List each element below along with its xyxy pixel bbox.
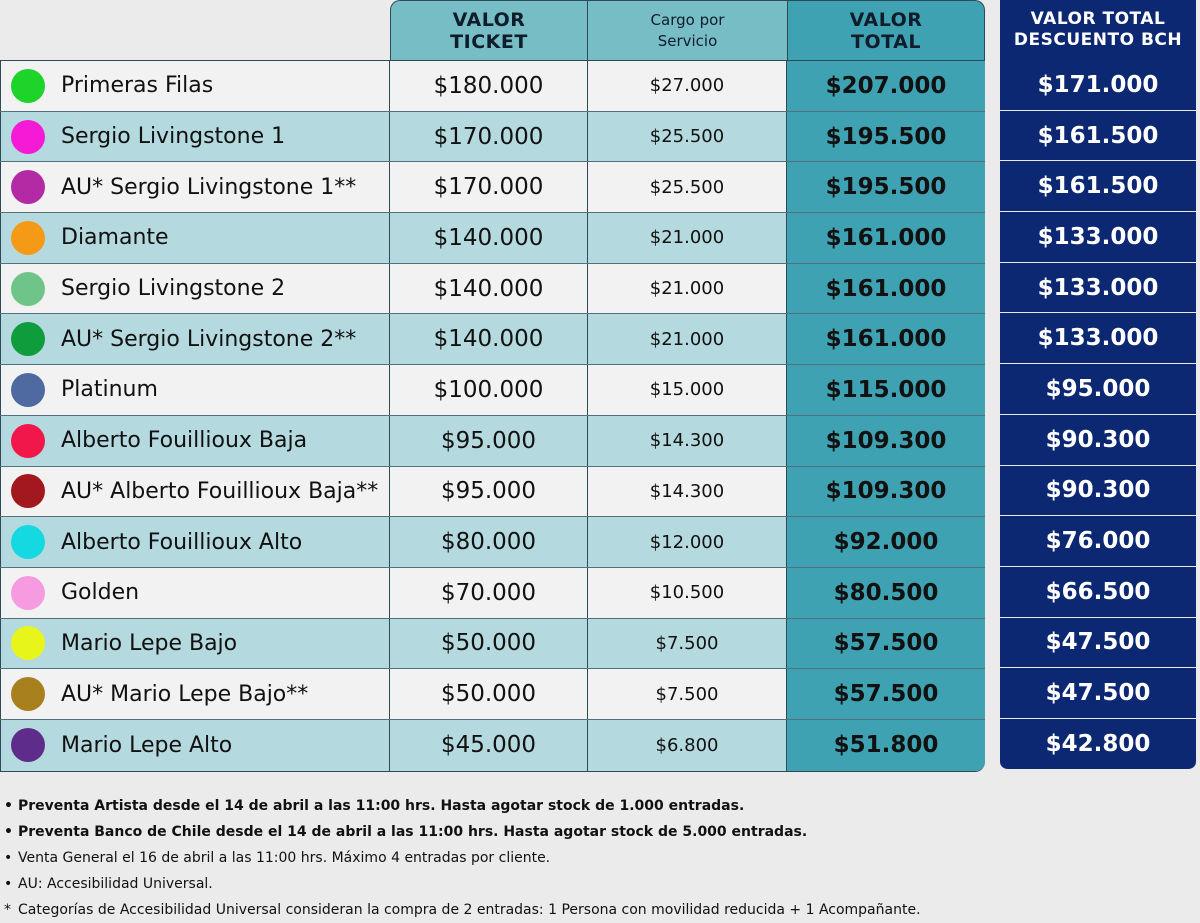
footnote-text: Categorías de Accesibilidad Universal consideran la compra de 2 entradas: 1 Persona con movilidad reducida + 1 Acompañante.: [18, 902, 921, 918]
bch-discount-price: $133.000: [1000, 313, 1196, 364]
total-price: $161.000: [787, 314, 985, 364]
bullet-icon: •: [4, 824, 13, 840]
footnote: [4, 871, 1184, 897]
zone-color-dot-icon: [11, 322, 45, 356]
header-valor-total-line1: VALOR: [849, 8, 923, 31]
footnote: [4, 819, 1184, 845]
service-charge: $6.800: [588, 720, 787, 771]
service-charge: $21.000: [588, 264, 787, 314]
ticket-price: $50.000: [390, 669, 588, 719]
footnote: [4, 793, 1184, 819]
zone-color-dot-icon: [11, 373, 45, 407]
zone-name: AU* Sergio Livingstone 2**: [61, 326, 357, 352]
bch-discount-price: $76.000: [1000, 516, 1196, 567]
zone-name-cell: [0, 365, 390, 415]
zone-color-dot-icon: [11, 576, 45, 610]
ticket-price: $80.000: [390, 517, 588, 567]
service-charge: $25.500: [588, 112, 787, 162]
footnote-text: Preventa Banco de Chile desde el 14 de abril a las 11:00 hrs. Hasta agotar stock de 5.000 entradas.: [18, 824, 808, 840]
bch-discount-price: $90.300: [1000, 466, 1196, 517]
service-charge: $14.300: [588, 416, 787, 466]
zone-color-dot-icon: [11, 474, 45, 508]
header-cargo-servicio: [588, 0, 787, 60]
zone-color-dot-icon: [11, 728, 45, 762]
zone-name-cell: [0, 213, 390, 263]
service-charge: $25.500: [588, 162, 787, 212]
zone-name-cell: [0, 264, 390, 314]
zone-name-cell: [0, 720, 390, 771]
zone-name-cell: [0, 162, 390, 212]
table-row: [0, 314, 985, 365]
bullet-icon: *: [4, 902, 11, 918]
ticket-price: $95.000: [390, 467, 588, 517]
zone-color-dot-icon: [11, 272, 45, 306]
zone-name-cell: [0, 467, 390, 517]
service-charge: $10.500: [588, 568, 787, 618]
service-charge: $12.000: [588, 517, 787, 567]
ticket-price: $100.000: [390, 365, 588, 415]
bch-discount-price: $42.800: [1000, 719, 1196, 770]
total-price: $109.300: [787, 467, 985, 517]
zone-name-cell: [0, 517, 390, 567]
bch-discount-price: $133.000: [1000, 263, 1196, 314]
footnote-text: Venta General el 16 de abril a las 11:00 hrs. Máximo 4 entradas por cliente.: [18, 850, 551, 866]
service-charge: $7.500: [588, 619, 787, 669]
bch-discount-price: $47.500: [1000, 618, 1196, 669]
ticket-price: $45.000: [390, 720, 588, 771]
bch-discount-price: $95.000: [1000, 364, 1196, 415]
zone-name: Sergio Livingstone 1: [61, 124, 286, 150]
table-row: [0, 416, 985, 467]
bch-discount-column: [1000, 60, 1196, 770]
zone-color-dot-icon: [11, 120, 45, 154]
bch-discount-price: $133.000: [1000, 212, 1196, 263]
total-price: $51.800: [787, 720, 985, 771]
footnote-text: Preventa Artista desde el 14 de abril a las 11:00 hrs. Hasta agotar stock de 1.000 entradas.: [18, 798, 745, 814]
total-price: $92.000: [787, 517, 985, 567]
total-price: $207.000: [787, 61, 985, 111]
zone-color-dot-icon: [11, 69, 45, 103]
header-valor-total-line2: TOTAL: [851, 30, 921, 53]
price-table: [0, 60, 985, 772]
header-valor-ticket-line1: VALOR: [452, 8, 526, 31]
header-cargo-servicio-line1: Cargo por: [650, 10, 725, 29]
service-charge: $27.000: [588, 61, 787, 111]
bullet-icon: •: [4, 798, 13, 814]
zone-name: Mario Lepe Bajo: [61, 630, 238, 656]
bch-discount-price: $66.500: [1000, 567, 1196, 618]
header-valor-total: [787, 0, 985, 60]
footnote: [4, 845, 1184, 871]
total-price: $161.000: [787, 264, 985, 314]
bch-discount-price: $171.000: [1000, 60, 1196, 111]
zone-color-dot-icon: [11, 525, 45, 559]
zone-name: AU* Alberto Fouillioux Baja**: [61, 478, 379, 504]
zone-name: Mario Lepe Alto: [61, 732, 233, 758]
footnote: [4, 897, 1184, 923]
header-descuento-bch-line1: VALOR TOTAL: [1030, 9, 1166, 29]
total-price: $109.300: [787, 416, 985, 466]
table-row: [0, 517, 985, 568]
zone-name: Sergio Livingstone 2: [61, 276, 286, 302]
zone-name-cell: [0, 619, 390, 669]
bch-discount-price: $47.500: [1000, 668, 1196, 719]
header-cargo-servicio-line2: Servicio: [657, 31, 718, 50]
ticket-price: $140.000: [390, 213, 588, 263]
ticket-price: $140.000: [390, 264, 588, 314]
ticket-price: $170.000: [390, 112, 588, 162]
total-price: $57.500: [787, 669, 985, 719]
table-row: [0, 669, 985, 720]
zone-name: Golden: [61, 580, 140, 606]
table-row: [0, 619, 985, 670]
table-row: [0, 264, 985, 315]
ticket-price: $170.000: [390, 162, 588, 212]
total-price: $195.500: [787, 162, 985, 212]
zone-name: Diamante: [61, 225, 169, 251]
service-charge: $21.000: [588, 314, 787, 364]
table-row: [0, 467, 985, 518]
bch-discount-price: $161.500: [1000, 161, 1196, 212]
zone-name: Alberto Fouillioux Baja: [61, 428, 308, 454]
service-charge: $14.300: [588, 467, 787, 517]
table-row: [0, 61, 985, 112]
zone-color-dot-icon: [11, 424, 45, 458]
service-charge: $21.000: [588, 213, 787, 263]
zone-name-cell: [0, 568, 390, 618]
bch-discount-price: $161.500: [1000, 111, 1196, 162]
total-price: $161.000: [787, 213, 985, 263]
table-row: [0, 213, 985, 264]
ticket-price: $140.000: [390, 314, 588, 364]
table-row: [0, 162, 985, 213]
zone-name: AU* Mario Lepe Bajo**: [61, 681, 309, 707]
zone-name: AU* Sergio Livingstone 1**: [61, 174, 357, 200]
zone-name: Primeras Filas: [61, 73, 214, 99]
total-price: $115.000: [787, 365, 985, 415]
ticket-price: $180.000: [390, 61, 588, 111]
zone-name-cell: [0, 112, 390, 162]
ticket-price: $70.000: [390, 568, 588, 618]
table-row: [0, 112, 985, 163]
ticket-price: $50.000: [390, 619, 588, 669]
zone-color-dot-icon: [11, 170, 45, 204]
table-row: [0, 568, 985, 619]
header-valor-ticket-line2: TICKET: [450, 30, 528, 53]
header-valor-ticket: [390, 0, 588, 60]
service-charge: $15.000: [588, 365, 787, 415]
zone-name: Alberto Fouillioux Alto: [61, 529, 303, 555]
footnotes: [4, 793, 1184, 923]
table-row: [0, 720, 985, 771]
header-descuento-bch: [1000, 0, 1196, 60]
service-charge: $7.500: [588, 669, 787, 719]
table-row: [0, 365, 985, 416]
bch-discount-price: $90.300: [1000, 415, 1196, 466]
zone-color-dot-icon: [11, 677, 45, 711]
footnote-text: AU: Accesibilidad Universal.: [18, 876, 213, 892]
zone-name: Platinum: [61, 377, 158, 403]
bullet-icon: •: [4, 876, 13, 892]
zone-color-dot-icon: [11, 221, 45, 255]
total-price: $80.500: [787, 568, 985, 618]
total-price: $57.500: [787, 619, 985, 669]
zone-name-cell: [0, 669, 390, 719]
total-price: $195.500: [787, 112, 985, 162]
header-descuento-bch-line2: DESCUENTO BCH: [1013, 30, 1183, 50]
zone-name-cell: [0, 416, 390, 466]
zone-name-cell: [0, 314, 390, 364]
ticket-price: $95.000: [390, 416, 588, 466]
zone-color-dot-icon: [11, 626, 45, 660]
zone-name-cell: [0, 61, 390, 111]
bullet-icon: •: [4, 850, 13, 866]
